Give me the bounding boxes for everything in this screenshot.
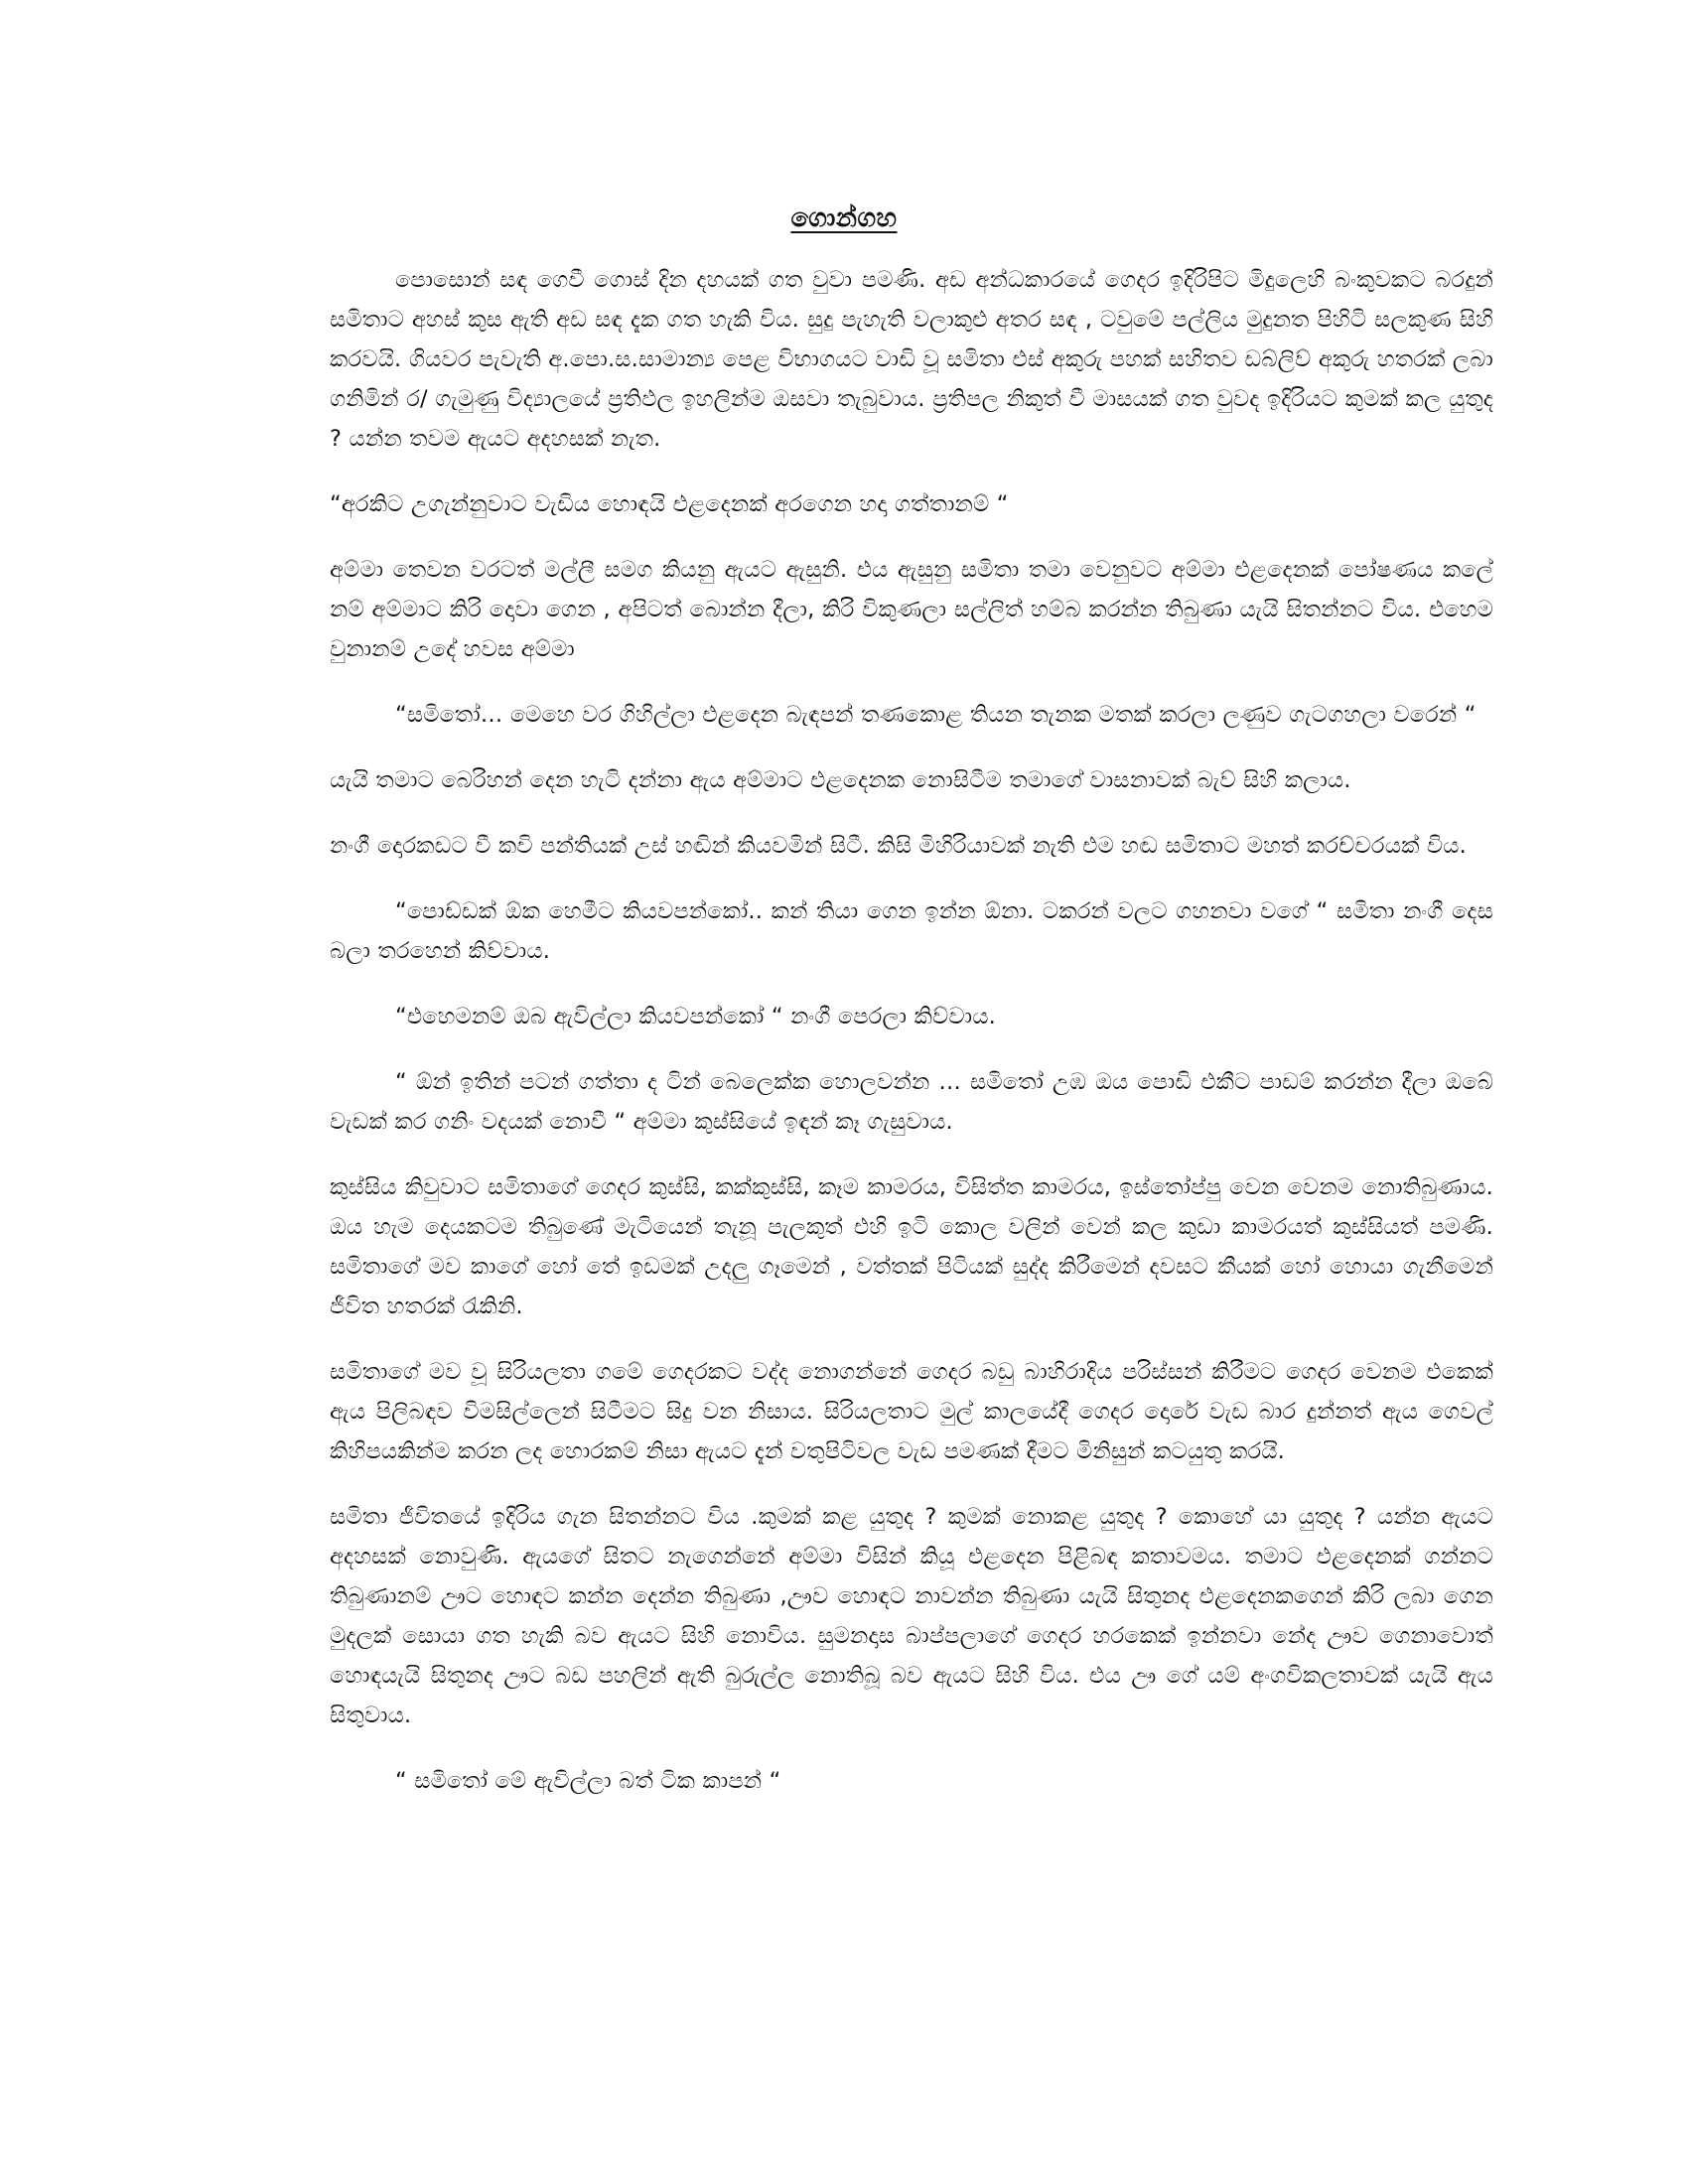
story-title: ගොන්ගහ [790,204,898,233]
paragraph-2-dialogue: “අරකිට උගැන්නුවාට වැඩිය හොඳයි එළදෙනක් අරගෙන හදා ගත්තානම් “ [330,491,1009,517]
paragraph-6: නංගී දොරකඩට වී කවි පන්තියක් උස් හඬින් කියවමින් සිටී. කිසි මිහිරියාවක් නැති එම හඬ සමිතාට මහත් කරච්චරයක් විය. [330,833,1468,859]
paragraph-3: අම්මා තෙවන වරටත් මල්ලී සමග කියනු ඇයට ඇසුනි. එය ඇසුනු සමිතා තමා වෙනුවට අම්මා එළදෙනක් පෝෂණය කලේ නම් අම්මාට කිරි දොවා ගෙන , අපිටත් බොන්න දීලා, කිරි විකුණලා සල්ලිත් හම්බ කරන්න තිබුණා යැයි සිතන්නට විය. එහෙම වුනානම් උදේ හවස අම්මා [330,557,1493,662]
paragraph-8-dialogue: “එහෙමනම් ඔබ ඇවිල්ලා කියවපන්කෝ “ නංගී පෙරලා කිව්වාය. [395,1004,996,1029]
paragraph-10: කුස්සිය කිවුවාට සමිතාගේ ගෙදර කුස්සි, කක්කුස්සි, කෑම කාමරය, විසිත්ත කාමරය, ඉස්තෝප්පු වෙන වෙනම නොතිබුණාය. ඔය හැම දෙයකටම තිබුණේ මැටියෙන් තැනූ පැලකුත් එහි ඉටි කොල වලින් වෙන් කල කුඩා කාමරයත් කුස්සියත් පමණි. සමිතාගේ මව කාගේ හෝ තේ ඉඩමක් උදලු ගෑමෙන් , වත්තක් පිටියක් සුද්ද කිරීමෙන් දවසට කීයක් හෝ හොයා ගැනීමෙන් ජීවිත හතරක් රැකිනි. [330,1174,1493,1319]
paragraph-11: සමිතාගේ මව වූ සිරියලතා ගමේ ගෙදරකට වද්ද නොගන්නේ ගෙදර බඩු බාහිරාදිය පරිස්සන් කිරීමට ගෙදර වෙනම එකෙක් ඇය පිලිබඳව විමසිල්ලෙන් සිටීමට සිදු වන නිසාය. සිරියලතාට මුල් කාලයේදී ගෙදර දොරේ වැඩ බාර දුන්නත් ඇය ගෙවල් කිහිපයකින්ම කරන ලද හොරකම් නිසා ඇයට දැන් වතුපිටිවල වැඩ පමණක් දීමට මිනිසුන් කටයුතු කරයි. [330,1359,1493,1464]
paragraph-1: පොසොන් සඳ ගෙවී ගොස් දින දහයක් ගත වුවා පමණි. අඩ අන්ධකාරයේ ගෙදර ඉදිරිපිට මිදුලෙහි බංකුවකට බරදුන් සමිතාට අහස් කුස ඇති අඩ සඳ දැක ගත හැකි විය. සුදු පැහැති වලාකුළු අතර සඳ , ටවුමේ පල්ලිය මුදුනත පිහිටි සලකුණ සිහි කරවයි. ගියවර පැවැති අ.පො.ස.සාමාන්‍ය පෙළ විභාගයට වාඩි වූ සමිතා එස් අකුරු පහක් සහිතව ඩබ්ලිව් අකුරු හතරක් ලබා ගනිමින් ර/ ගැමුණු විද්‍යාලයේ ප්‍රතිඵල ඉහලින්ම ඔසවා තැබුවාය. ප්‍රතිපල නිකුත් වී මාසයක් ගත වුවද ඉදිරියට කුමක් කල යුතුද ? යන්න තවම ඇයට අදහසක් නැත. [330,267,1493,452]
story-body [330,260,1493,1827]
paragraph-12: සමිතා ජීවිතයේ ඉදිරිය ගැන සිතන්නට විය .කුමක් කළ යුතුද ? කුමක් නොකළ යුතුද ? කොහේ යා යුතුද ? යන්න ඇයට අදහසක් නොවුණි. ඇයගේ සිතට නැගෙන්නේ අම්මා විසින් කියූ එළදෙන පිළිබඳ කතාවමය. තමාට එළදෙනක් ගන්නට තිබුණානම් ඌට හොඳට කන්න දෙන්න තිබුණා ,ඌව හොඳට නාවන්න තිබුණා යැයි සිතුනද එළදෙනකගෙන් කිරි ලබා ගෙන මුදලක් සොයා ගත හැකි බව ඇයට සිහි නොවිය. සුමනදාස බාප්පලාගේ ගෙදර හරකෙක් ඉන්නවා නේද ඌව ගෙනාවොත් හොඳයැයි සිතුනද ඌට බඩ පහලින් ඇති බුරුල්ල නොතිබූ බව ඇයට සිහි විය. එය ඌ ගේ යම් අංගවිකලතාවක් යැයි ඇය සිතුවාය. [330,1504,1493,1728]
paragraph-13-dialogue: “ සමිතෝ මේ ඇවිල්ලා බත් ටික කාපන් “ [395,1768,781,1794]
paragraph-5: යැයි තමාට බෙරිහන් දෙන හැටි දන්නා ඇය අම්මාට එළදෙනක නොසිටීම තමාගේ වාසනාවක් බැව් සිහි කලාය. [330,767,1351,793]
paragraph-9-dialogue: “ ඕන් ඉතින් පටන් ගත්තා ද ටින් බෙලෙක්ක හොලවන්න … සමිතෝ උඹ ඔය පොඩි එකීට පාඩම් කරන්න දීලා ඔබේ වැඩක් කර ගනිං වදයක් නොවී “ අම්මා කුස්සියේ ඉඳන් කෑ ගැසුවාය. [330,1069,1493,1135]
paragraph-4-dialogue: “සමිතෝ… මෙහෙ වර ගිහිල්ලා එළදෙන බැඳපන් තණකොළ තියන තැනක මතක් කරලා ලණුව ගැටගහලා වරෙන් “ [395,702,1477,728]
paragraph-7-dialogue: “පොඩ්ඩක් ඕක හෙමීට කියවපන්කෝ.. කන් තියා ගෙන ඉන්න ඕනා. ටකරන් වලට ගහනවා වගේ “ සමිතා නංගී දෙස බලා තරහෙන් කිව්වාය. [330,898,1493,964]
